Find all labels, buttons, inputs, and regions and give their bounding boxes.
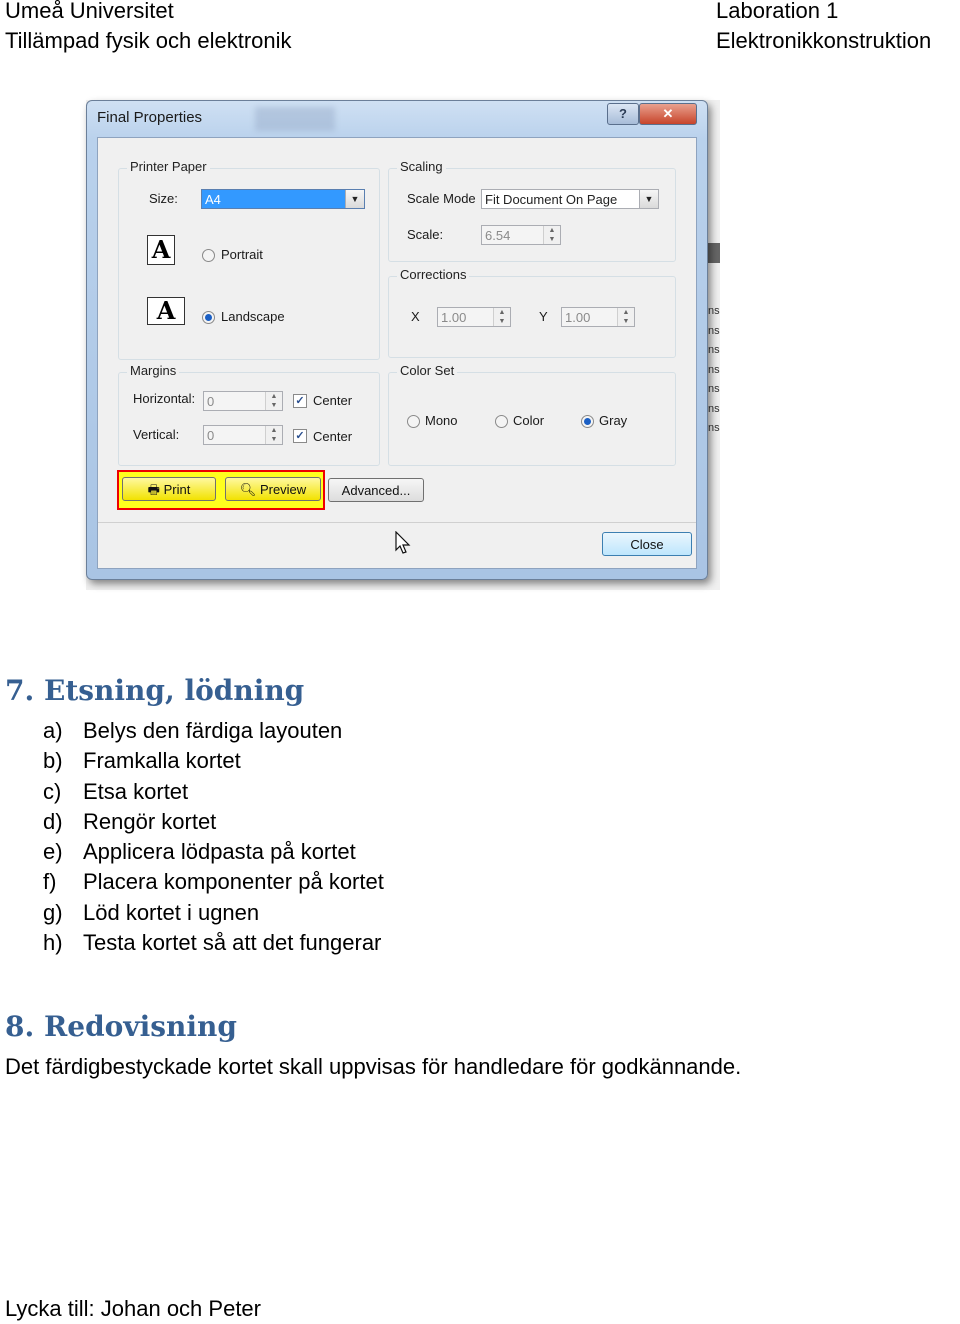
header-right bbox=[716, 0, 931, 56]
list-marker: c) bbox=[43, 778, 62, 804]
list-text: Testa kortet så att det fungerar bbox=[83, 930, 382, 956]
margins-label: Margins bbox=[127, 363, 179, 378]
section-7-title: 7. Etsning, lödning bbox=[5, 674, 305, 707]
gray-label: Gray bbox=[599, 413, 628, 428]
list-item bbox=[43, 898, 384, 928]
list-text: Etsa kortet bbox=[83, 778, 189, 804]
scale-mode-value: Fit Document On Page bbox=[485, 192, 618, 207]
list-text: Placera komponenter på kortet bbox=[83, 869, 384, 895]
window-title: Final Properties bbox=[97, 109, 203, 126]
y-correction-input[interactable] bbox=[561, 307, 635, 327]
background-text-fragment: ns bbox=[708, 305, 720, 317]
horizontal-margin-input[interactable] bbox=[203, 391, 283, 411]
x-label: X bbox=[411, 309, 420, 324]
corrections-group bbox=[388, 267, 676, 358]
list-marker: f) bbox=[43, 869, 57, 895]
size-select[interactable] bbox=[201, 189, 365, 209]
y-correction-value: 1.00 bbox=[565, 310, 591, 325]
horizontal-center-label: Center bbox=[313, 393, 353, 408]
margins-group bbox=[118, 363, 380, 466]
vertical-center-checkbox[interactable]: ✓ bbox=[293, 429, 307, 443]
background-text-fragment: ns bbox=[708, 383, 720, 395]
list-item bbox=[43, 928, 384, 958]
footer-divider bbox=[98, 522, 696, 523]
vertical-center-label: Center bbox=[313, 429, 353, 444]
background-text-fragment: ns bbox=[708, 422, 720, 434]
window-close-button[interactable]: ✕ bbox=[639, 103, 697, 125]
spinner-icon[interactable]: ▲ ▼ bbox=[265, 392, 282, 410]
printer-paper-label: Printer Paper bbox=[127, 159, 210, 174]
header-left bbox=[5, 0, 292, 56]
gray-radio[interactable] bbox=[581, 415, 594, 428]
list-marker: d) bbox=[43, 808, 63, 834]
vertical-margin-value: 0 bbox=[207, 428, 215, 443]
scale-input[interactable] bbox=[481, 225, 561, 245]
section-7-list bbox=[43, 716, 384, 958]
scale-label: Scale: bbox=[407, 227, 444, 242]
list-text: Rengör kortet bbox=[83, 808, 217, 834]
list-marker: e) bbox=[43, 839, 63, 865]
landscape-label: Landscape bbox=[221, 309, 285, 324]
background-window-strip bbox=[706, 243, 720, 263]
horizontal-label: Horizontal: bbox=[133, 391, 196, 406]
preview-label: Preview bbox=[259, 482, 307, 497]
scaling-group bbox=[388, 159, 676, 262]
closing-text: Lycka till: Johan och Peter bbox=[5, 1296, 261, 1321]
color-set-label: Color Set bbox=[397, 363, 457, 378]
list-marker: h) bbox=[43, 930, 63, 956]
landscape-page-icon: A bbox=[147, 297, 185, 325]
print-label: Print bbox=[163, 482, 191, 497]
corrections-label: Corrections bbox=[397, 267, 469, 282]
landscape-radio[interactable] bbox=[202, 311, 215, 324]
horizontal-center-checkbox[interactable]: ✓ bbox=[293, 394, 307, 408]
lab-number: Laboration 1 bbox=[716, 0, 839, 23]
background-text-fragment: ns bbox=[708, 324, 720, 337]
y-label: Y bbox=[539, 309, 548, 324]
close-button[interactable]: Close bbox=[602, 532, 692, 556]
size-label: Size: bbox=[149, 191, 178, 206]
portrait-radio[interactable] bbox=[202, 249, 215, 262]
dialog-screenshot bbox=[86, 100, 720, 590]
department-name: Tillämpad fysik och elektronik bbox=[5, 28, 292, 53]
background-text-fragment: ns bbox=[708, 402, 720, 415]
color-set-group bbox=[388, 363, 676, 466]
scaling-label: Scaling bbox=[397, 159, 446, 174]
scale-mode-select[interactable] bbox=[481, 189, 659, 209]
help-button[interactable]: ? bbox=[607, 103, 639, 125]
list-text: Applicera lödpasta på kortet bbox=[83, 839, 356, 865]
size-value: A4 bbox=[205, 192, 221, 207]
list-marker: g) bbox=[43, 899, 63, 925]
printer-paper-group bbox=[118, 159, 380, 360]
chevron-down-icon[interactable]: ▼ bbox=[345, 190, 364, 208]
color-radio[interactable] bbox=[495, 415, 508, 428]
list-marker: a) bbox=[43, 718, 63, 743]
spinner-icon[interactable]: ▲ ▼ bbox=[265, 426, 282, 444]
preview-button[interactable] bbox=[225, 477, 321, 501]
x-correction-input[interactable] bbox=[437, 307, 511, 327]
magnifier-icon: 🔍︎ bbox=[239, 482, 257, 497]
university-name: Umeå Universitet bbox=[5, 0, 174, 23]
printer-icon: 🖶 bbox=[147, 482, 160, 497]
list-item bbox=[43, 716, 384, 746]
section-8-title: 8. Redovisning bbox=[5, 1010, 237, 1043]
list-item bbox=[43, 867, 384, 897]
list-item bbox=[43, 807, 384, 837]
portrait-page-icon: A bbox=[147, 235, 175, 265]
background-text-fragment: ns bbox=[708, 363, 720, 376]
course-name: Elektronikkonstruktion bbox=[716, 28, 932, 53]
spinner-icon[interactable]: ▲ ▼ bbox=[543, 226, 560, 244]
portrait-label: Portrait bbox=[221, 247, 263, 262]
mono-label: Mono bbox=[425, 413, 458, 428]
chevron-down-icon[interactable]: ▼ bbox=[639, 190, 658, 208]
spinner-icon[interactable]: ▲ ▼ bbox=[617, 308, 634, 326]
list-marker: b) bbox=[43, 748, 63, 774]
color-label: Color bbox=[513, 413, 545, 428]
vertical-margin-input[interactable] bbox=[203, 425, 283, 445]
mouse-cursor-icon bbox=[394, 531, 412, 555]
horizontal-margin-value: 0 bbox=[207, 394, 215, 409]
list-item bbox=[43, 746, 384, 776]
scale-value: 6.54 bbox=[485, 228, 511, 243]
vertical-label: Vertical: bbox=[133, 427, 180, 442]
section-8-text: Det färdigbestyckade kortet skall uppvisas för handledare för godkännande. bbox=[5, 1054, 742, 1079]
x-correction-value: 1.00 bbox=[441, 310, 467, 325]
scale-mode-label: Scale Mode bbox=[407, 191, 476, 206]
blurred-title-area bbox=[255, 107, 335, 131]
list-text: Löd kortet i ugnen bbox=[83, 899, 260, 925]
print-button[interactable] bbox=[122, 477, 216, 501]
list-item bbox=[43, 777, 384, 807]
spinner-icon[interactable]: ▲ ▼ bbox=[493, 308, 510, 326]
background-text-fragment: ns bbox=[708, 344, 720, 356]
list-item bbox=[43, 837, 384, 867]
list-text: Belys den färdiga layouten bbox=[83, 718, 343, 743]
list-text: Framkalla kortet bbox=[83, 748, 241, 774]
advanced-button[interactable]: Advanced... bbox=[328, 478, 424, 502]
mono-radio[interactable] bbox=[407, 415, 420, 428]
